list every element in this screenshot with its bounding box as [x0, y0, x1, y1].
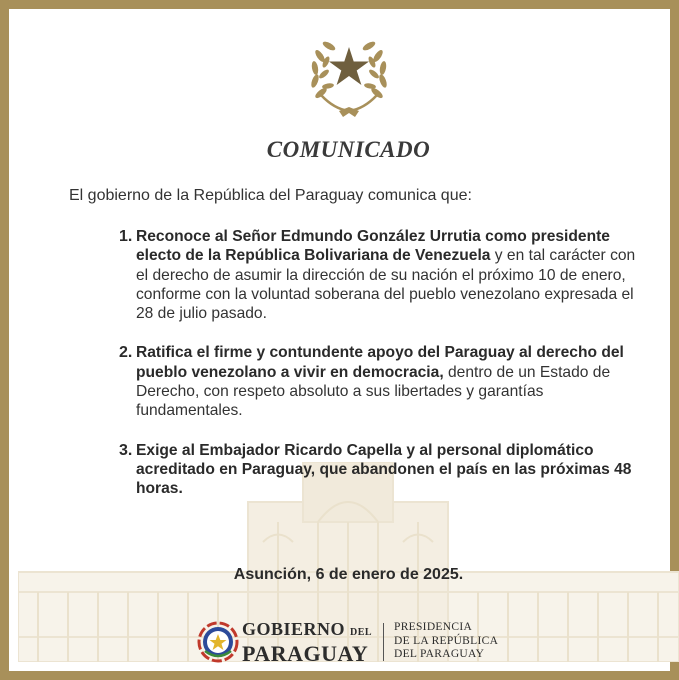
presidency-wordmark: [394, 621, 498, 662]
item-number: 2.: [119, 344, 133, 362]
paraguay-seal-icon: [197, 621, 239, 663]
list-item: [119, 343, 639, 420]
gov-wordmark: [242, 619, 372, 665]
gov-line2: PARAGUAY: [242, 641, 369, 666]
item-bold-text: Reconoce al Señor Edmundo González Urrutia como presidente electo de la República Bolivariana de Venezuela: [136, 228, 610, 265]
item-number: 3.: [119, 441, 133, 459]
points-list: [119, 227, 639, 519]
footer-divider: [383, 623, 384, 661]
pres-line2: DE LA REPÚBLICA: [394, 634, 499, 647]
item-bold-text: Exige al Embajador Ricardo Capella y al personal diplomático acreditado en Paraguay, que abandonen el país en las próximas 48 horas.: [136, 441, 632, 498]
item-bold-text: Ratifica el firme y contundente apoyo del Paraguay al derecho del pueblo venezolano a vivir en democracia,: [136, 344, 624, 381]
pres-line3: DEL PARAGUAY: [394, 648, 485, 660]
date-line: Asunción, 6 de enero de 2025.: [233, 566, 464, 583]
footer-logo: [194, 617, 514, 665]
pres-line1: PRESIDENCIA: [394, 621, 473, 633]
gov-del: DEL: [350, 627, 373, 638]
document-title: COMUNICADO: [266, 137, 431, 162]
item-number: 1.: [119, 228, 133, 245]
list-item: [119, 441, 639, 499]
gov-line1: GOBIERNO: [242, 619, 346, 639]
list-item: [119, 227, 639, 323]
item-text: y en tal carácter con el derecho de asumir la dirección de su nación el próximo 10 de enero, conforme con la voluntad soberana del pueblo venezolano expresada el 28 de julio pasado.: [136, 247, 636, 323]
laurel-star-emblem-icon: [299, 31, 399, 119]
intro-text: El gobierno de la República del Paraguay comunica que:: [69, 187, 472, 204]
item-text: dentro de un Estado de Derecho, con respeto absoluto a sus libertades y garantías fundamentales.: [136, 363, 611, 420]
